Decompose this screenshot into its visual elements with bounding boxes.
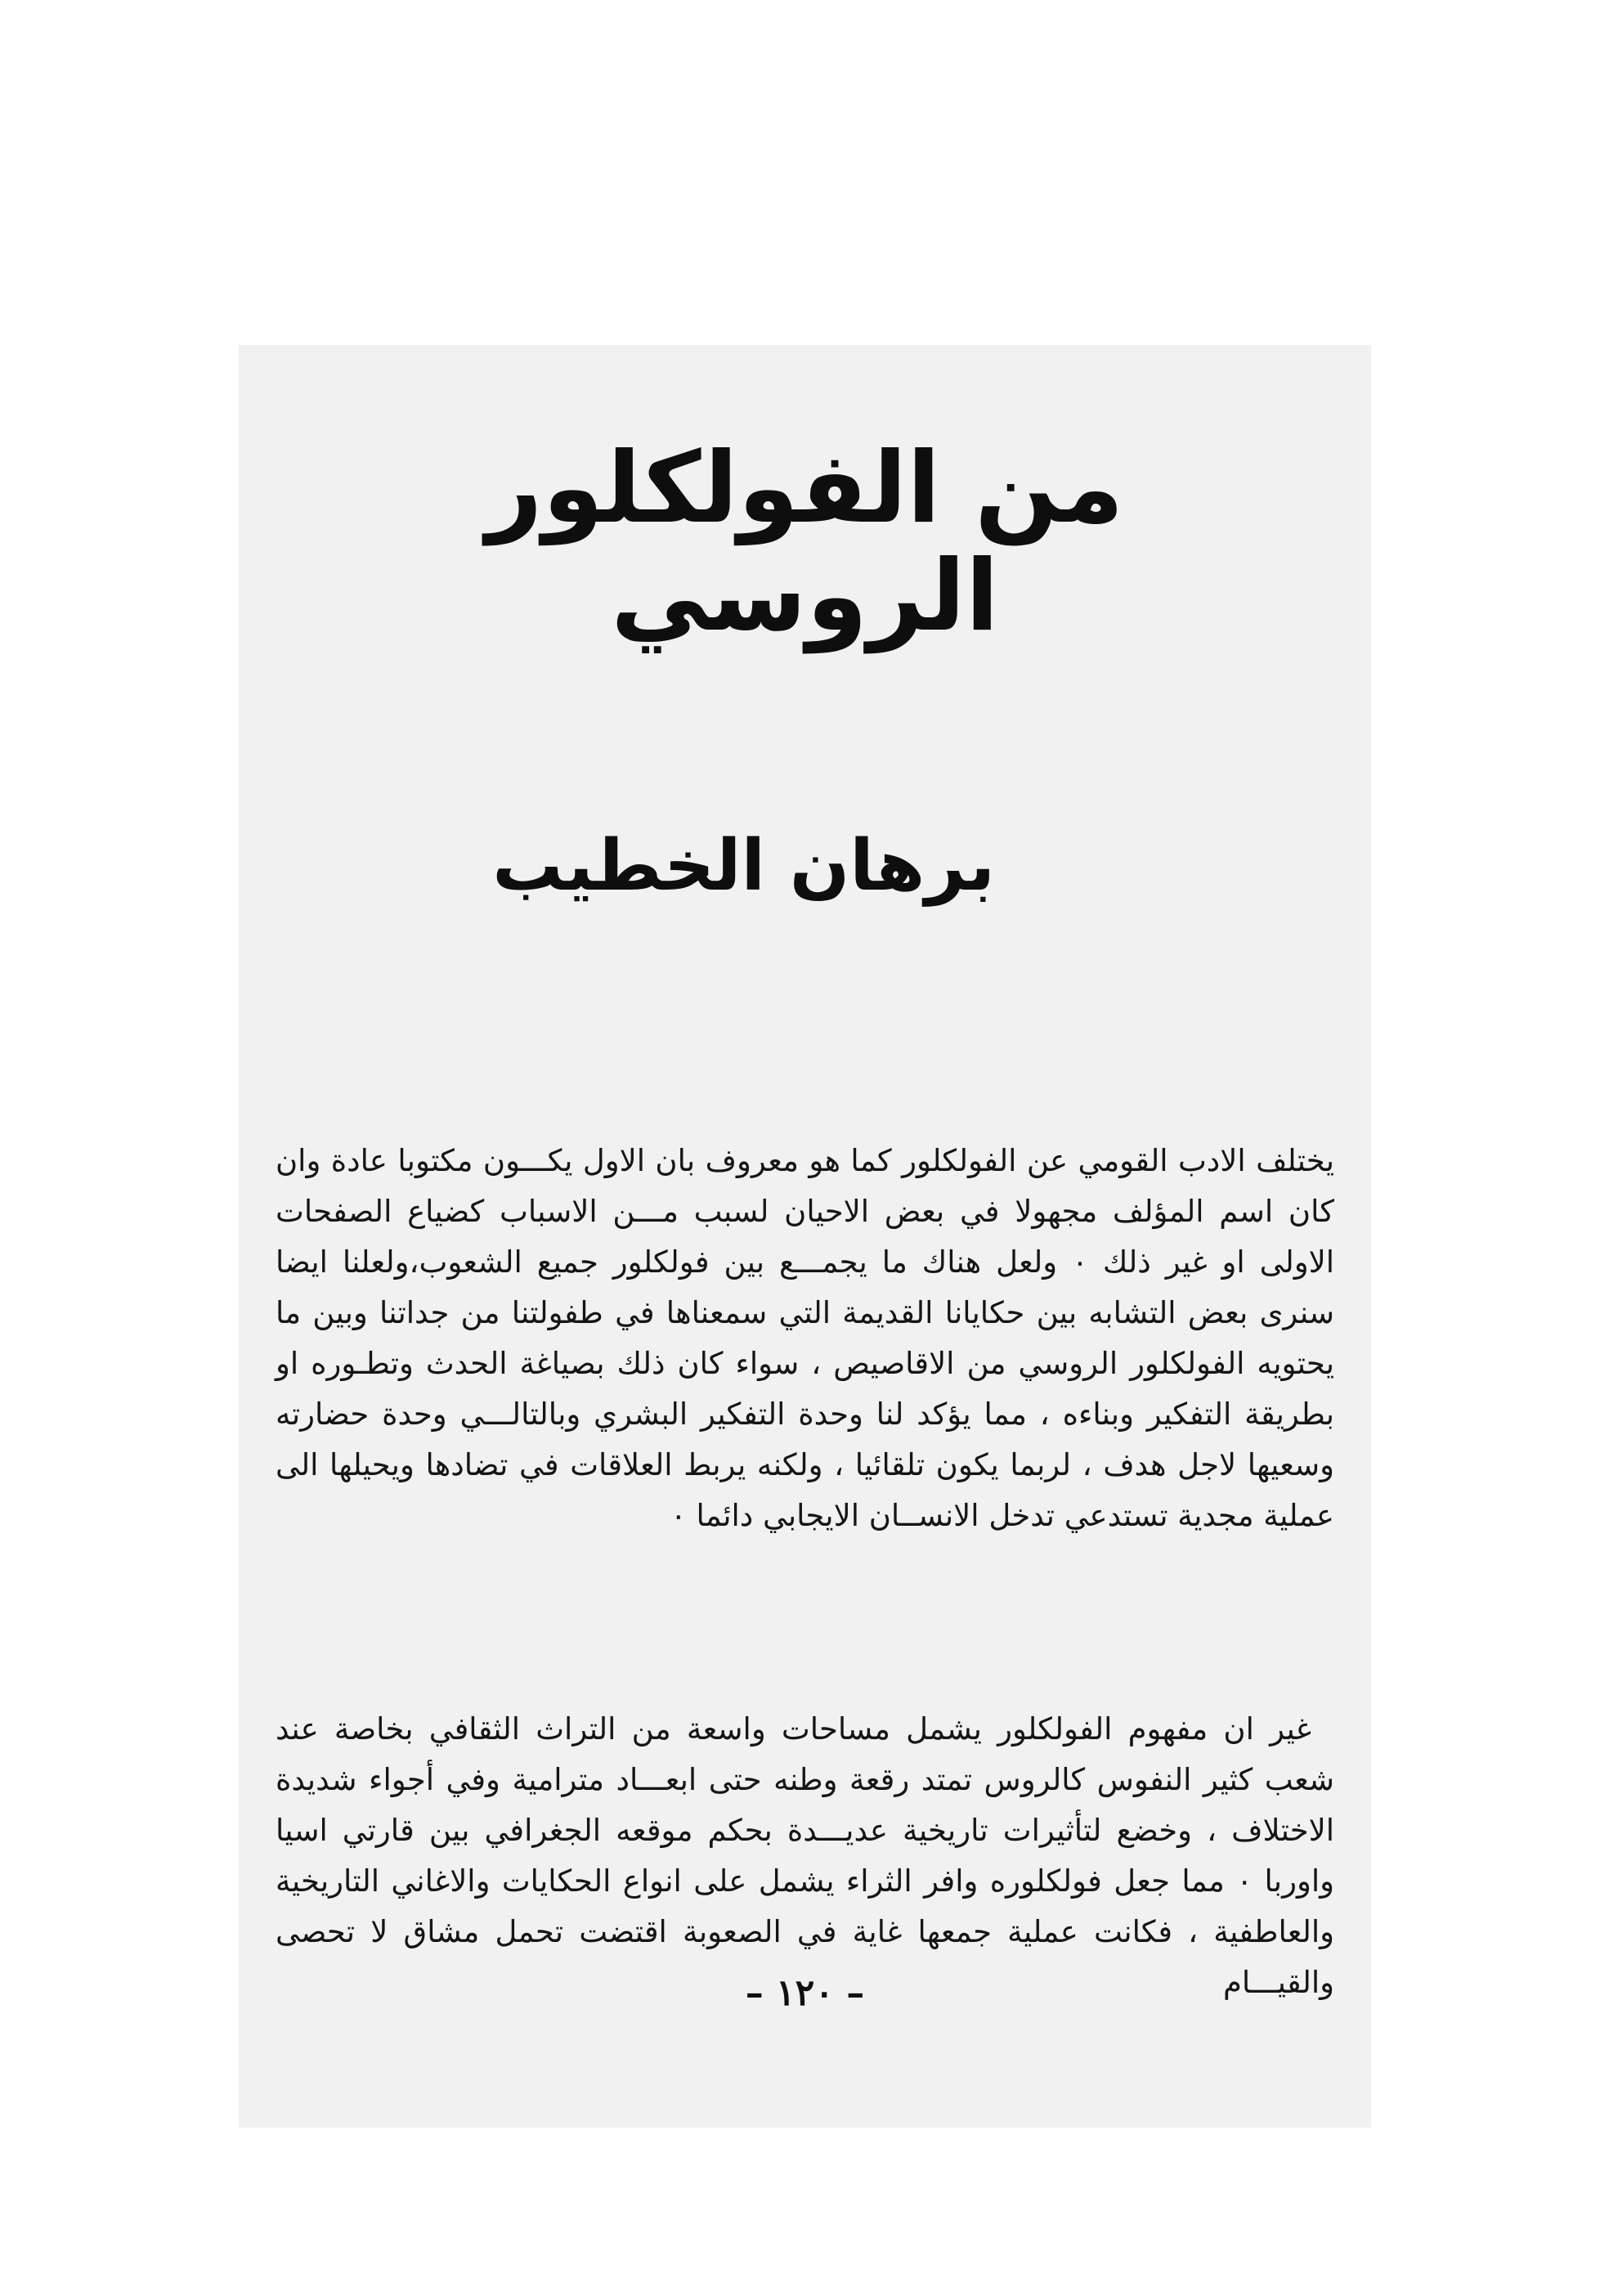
- page-number: – ١٢٠ –: [745, 1972, 865, 2014]
- body-paragraph-2: غير ان مفهوم الفولكلور يشمل مساحات واسعة من التراث الثقافي بخاصة عند شعب كثير النفوس كالروس تمتد رقعة وطنه حتى ابعـــاد مترامية وفي أجواء شديدة الاختلاف ، وخضع لتأثيرات تاريخية عديـــدة بحكم موقعه الجغرافي بين قارتي اسيا واوربا ٠ مما جعل فولكلوره وافر الثراء يشمل على انواع الحكايات والاغاني التاريخية والعاطفية ، فكانت عملية جمعها غاية في الصعوبة اقتضت تحمل مشاق لا تحصى والقيـــام: [276, 1711, 1334, 2000]
- article-title: من الفولكلور الروسي: [486, 432, 1124, 653]
- scanned-page: [239, 345, 1371, 2128]
- body-paragraph-1: يختلف الادب القومي عن الفولكلور كما هو معروف بان الاول يكـــون مكتوبا عادة وان كان اسم المؤلف مجهولا في بعض الاحيان لسبب مـــن الاسباب كضياع الصفحات الاولى او غير ذلك ٠ ولعل هناك ما يجمـــع بين فولكلور جميع الشعوب،ولعلنا ايضا سنرى بعض التشابه بين حكايانا القديمة التي سمعناها في طفولتنا من جداتنا وبين ما يحتويه الفولكلور الروسي من الاقاصيص ، سواء كان ذلك بصياغة الحدث وتطـوره او بطريقة التفكير وبناءه ، مما يؤكد لنا وحدة التفكير البشري وبالتالـــي وحدة حضارته وسعيها لاجل هدف ، لربما يكون تلقائيا ، ولكنه يربط العلاقات في تضادها ويحيلها الى عملية مجدية تستدعي تدخل الانســان الايجابي دائما ٠: [276, 1143, 1334, 1533]
- author-name: برهان الخطيب: [492, 825, 995, 907]
